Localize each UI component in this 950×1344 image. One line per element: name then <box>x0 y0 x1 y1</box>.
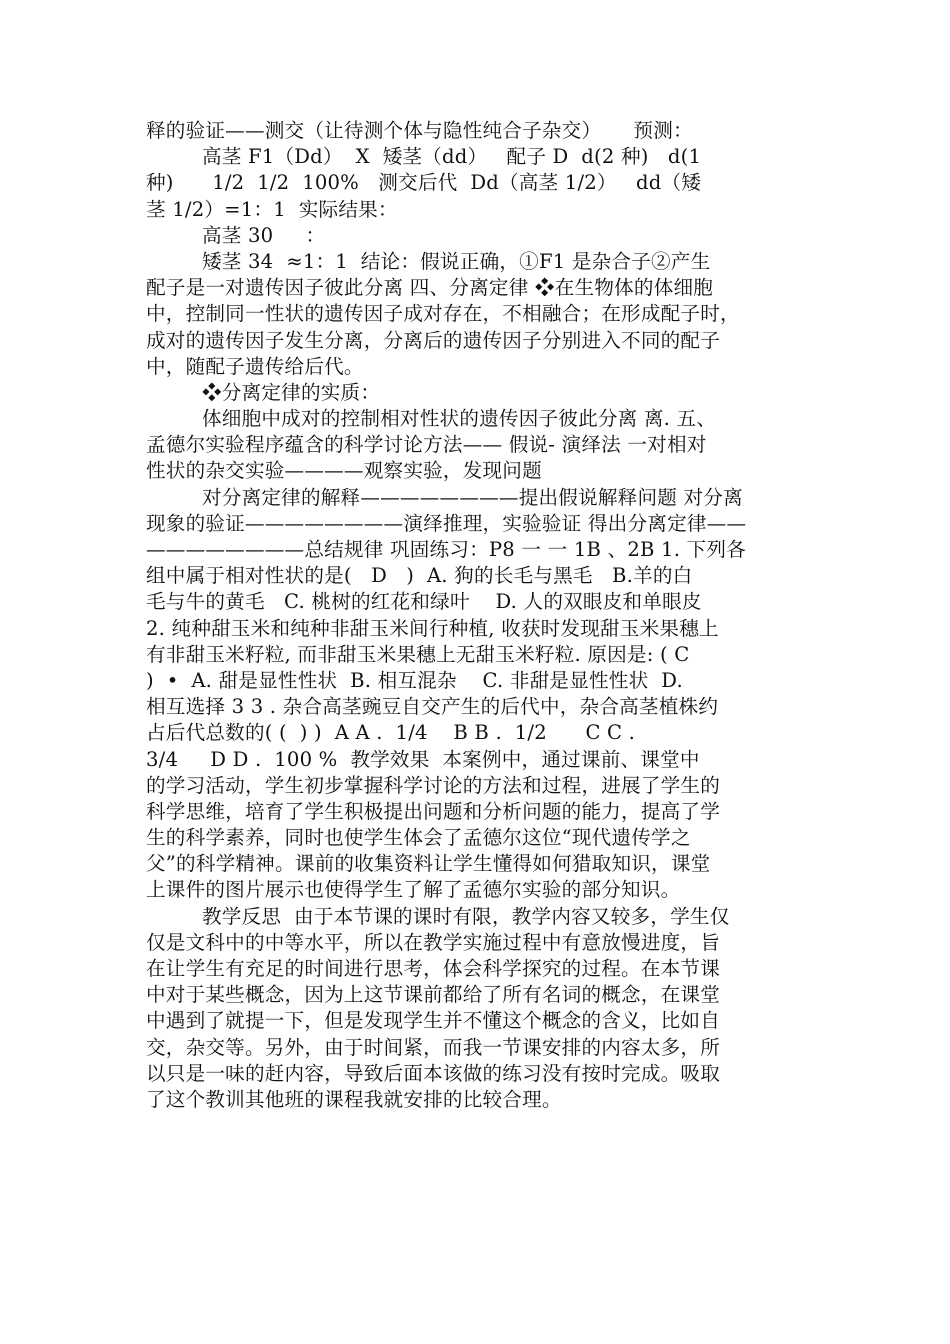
text-line: 的学习活动，学生初步掌握科学讨论的方法和过程，进展了学生的 <box>146 773 721 797</box>
text-line: 性状的杂交实验————观察实验，发现问题 <box>146 459 542 483</box>
text-line: 父”的科学精神。课前的收集资料让学生懂得如何猎取知识，课堂 <box>146 852 711 876</box>
text-line: 中遇到了就提一下，但是发现学生并不懂这个概念的含义，比如自 <box>146 1009 721 1033</box>
text-line: 教学反思 由于本节课的课时有限，教学内容又较多，学生仅 <box>202 904 730 928</box>
text-line: 相互选择 3 3 . 杂合高茎豌豆自交产生的后代中，杂合高茎植株约 <box>146 695 719 719</box>
text-line: 孟德尔实验程序蕴含的科学讨论方法—— 假说- 演绎法 一对相对 <box>146 433 707 457</box>
text-line: 占后代总数的( ( ) ) A A . 1/4 B B . 1/2 C C . <box>146 721 636 745</box>
text-line: ————————总结规律 巩固练习：P8 一 一 1B 、2B 1. 下列各 <box>146 538 746 561</box>
text-line: 交，杂交等。另外，由于时间紧，而我一节课安排的内容太多，所 <box>146 1035 721 1059</box>
text-line: 矮茎 34 ≈1：1 结论：假说正确，①F1 是杂合子②产生 <box>202 249 711 273</box>
text-line: 高茎 30 ： <box>202 223 326 247</box>
text-line: 上课件的图片展示也使得学生了解了孟德尔实验的部分知识。 <box>146 878 681 902</box>
text-line: 以只是一味的赶内容，导致后面本该做的练习没有按时完成。吸取 <box>146 1061 721 1085</box>
text-line: 中，控制同一性状的遗传因子成对存在，不相融合；在形成配子时， <box>146 302 740 326</box>
text-line: 种) 1/2 1/2 100% 测交后代 Dd（高茎 1/2） dd（矮 <box>146 171 702 195</box>
text-line: 对分离定律的解释————————提出假说解释问题 对分离 <box>202 485 743 509</box>
text-line: 仅是文科中的中等水平，所以在教学实施过程中有意放慢进度，旨 <box>146 930 721 954</box>
document-body <box>146 118 810 1113</box>
text-line: 了这个教训其他班的课程我就安排的比较合理。 <box>146 1087 562 1111</box>
text-line: ) • A. 甜是显性性状 B. 相互混杂 C. 非甜是显性性状 D. <box>146 668 683 692</box>
text-line: 现象的验证————————演绎推理，实验验证 得出分离定律—— <box>146 511 747 535</box>
text-line: 中，随配子遗传给后代。 <box>146 354 364 378</box>
text-line: 2. 纯种甜玉米和纯种非甜玉米间行种植, 收获时发现甜玉米果穗上 <box>146 616 719 640</box>
text-line: ❖分离定律的实质： <box>202 380 381 404</box>
text-line: 生的科学素养，同时也使学生体会了孟德尔这位“现代遗传学之 <box>146 826 691 850</box>
text-line: 在让学生有充足的时间进行思考，体会科学探究的过程。在本节课 <box>146 957 721 980</box>
text-line: 中对于某些概念，因为上这节课前都给了所有名词的概念，在课堂 <box>146 983 721 1007</box>
text-line: 有非甜玉米籽粒, 而非甜玉米果穗上无甜玉米籽粒. 原因是: ( C <box>146 642 690 666</box>
text-line: 茎 1/2）=1：1 实际结果： <box>146 197 398 221</box>
text-line: 成对的遗传因子发生分离，分离后的遗传因子分别进入不同的配子 <box>146 328 721 352</box>
text-line: 毛与牛的黄毛 C. 桃树的红花和绿叶 D. 人的双眼皮和单眼皮 <box>146 590 702 614</box>
text-line: 高茎 F1（Dd） X 矮茎（dd） 配子 D d(2 种) d(1 <box>202 145 702 169</box>
text-line: 释的验证——测交（让待测个体与隐性纯合子杂交） 预测： <box>146 119 693 142</box>
text-line: 科学思维，培育了学生积极提出问题和分析问题的能力，提高了学 <box>146 799 721 823</box>
text-line: 组中属于相对性状的是( D ) A. 狗的长毛与黑毛 B.羊的白 <box>146 564 693 588</box>
text-line: 3/4 D D . 100 % 教学效果 本案例中，通过课前、课堂中 <box>146 747 700 771</box>
text-line: 体细胞中成对的控制相对性状的遗传因子彼此分离 离. 五、 <box>202 407 717 431</box>
text-line: 配子是一对遗传因子彼此分离 四、分离定律 ❖在生物体的体细胞 <box>146 276 714 300</box>
